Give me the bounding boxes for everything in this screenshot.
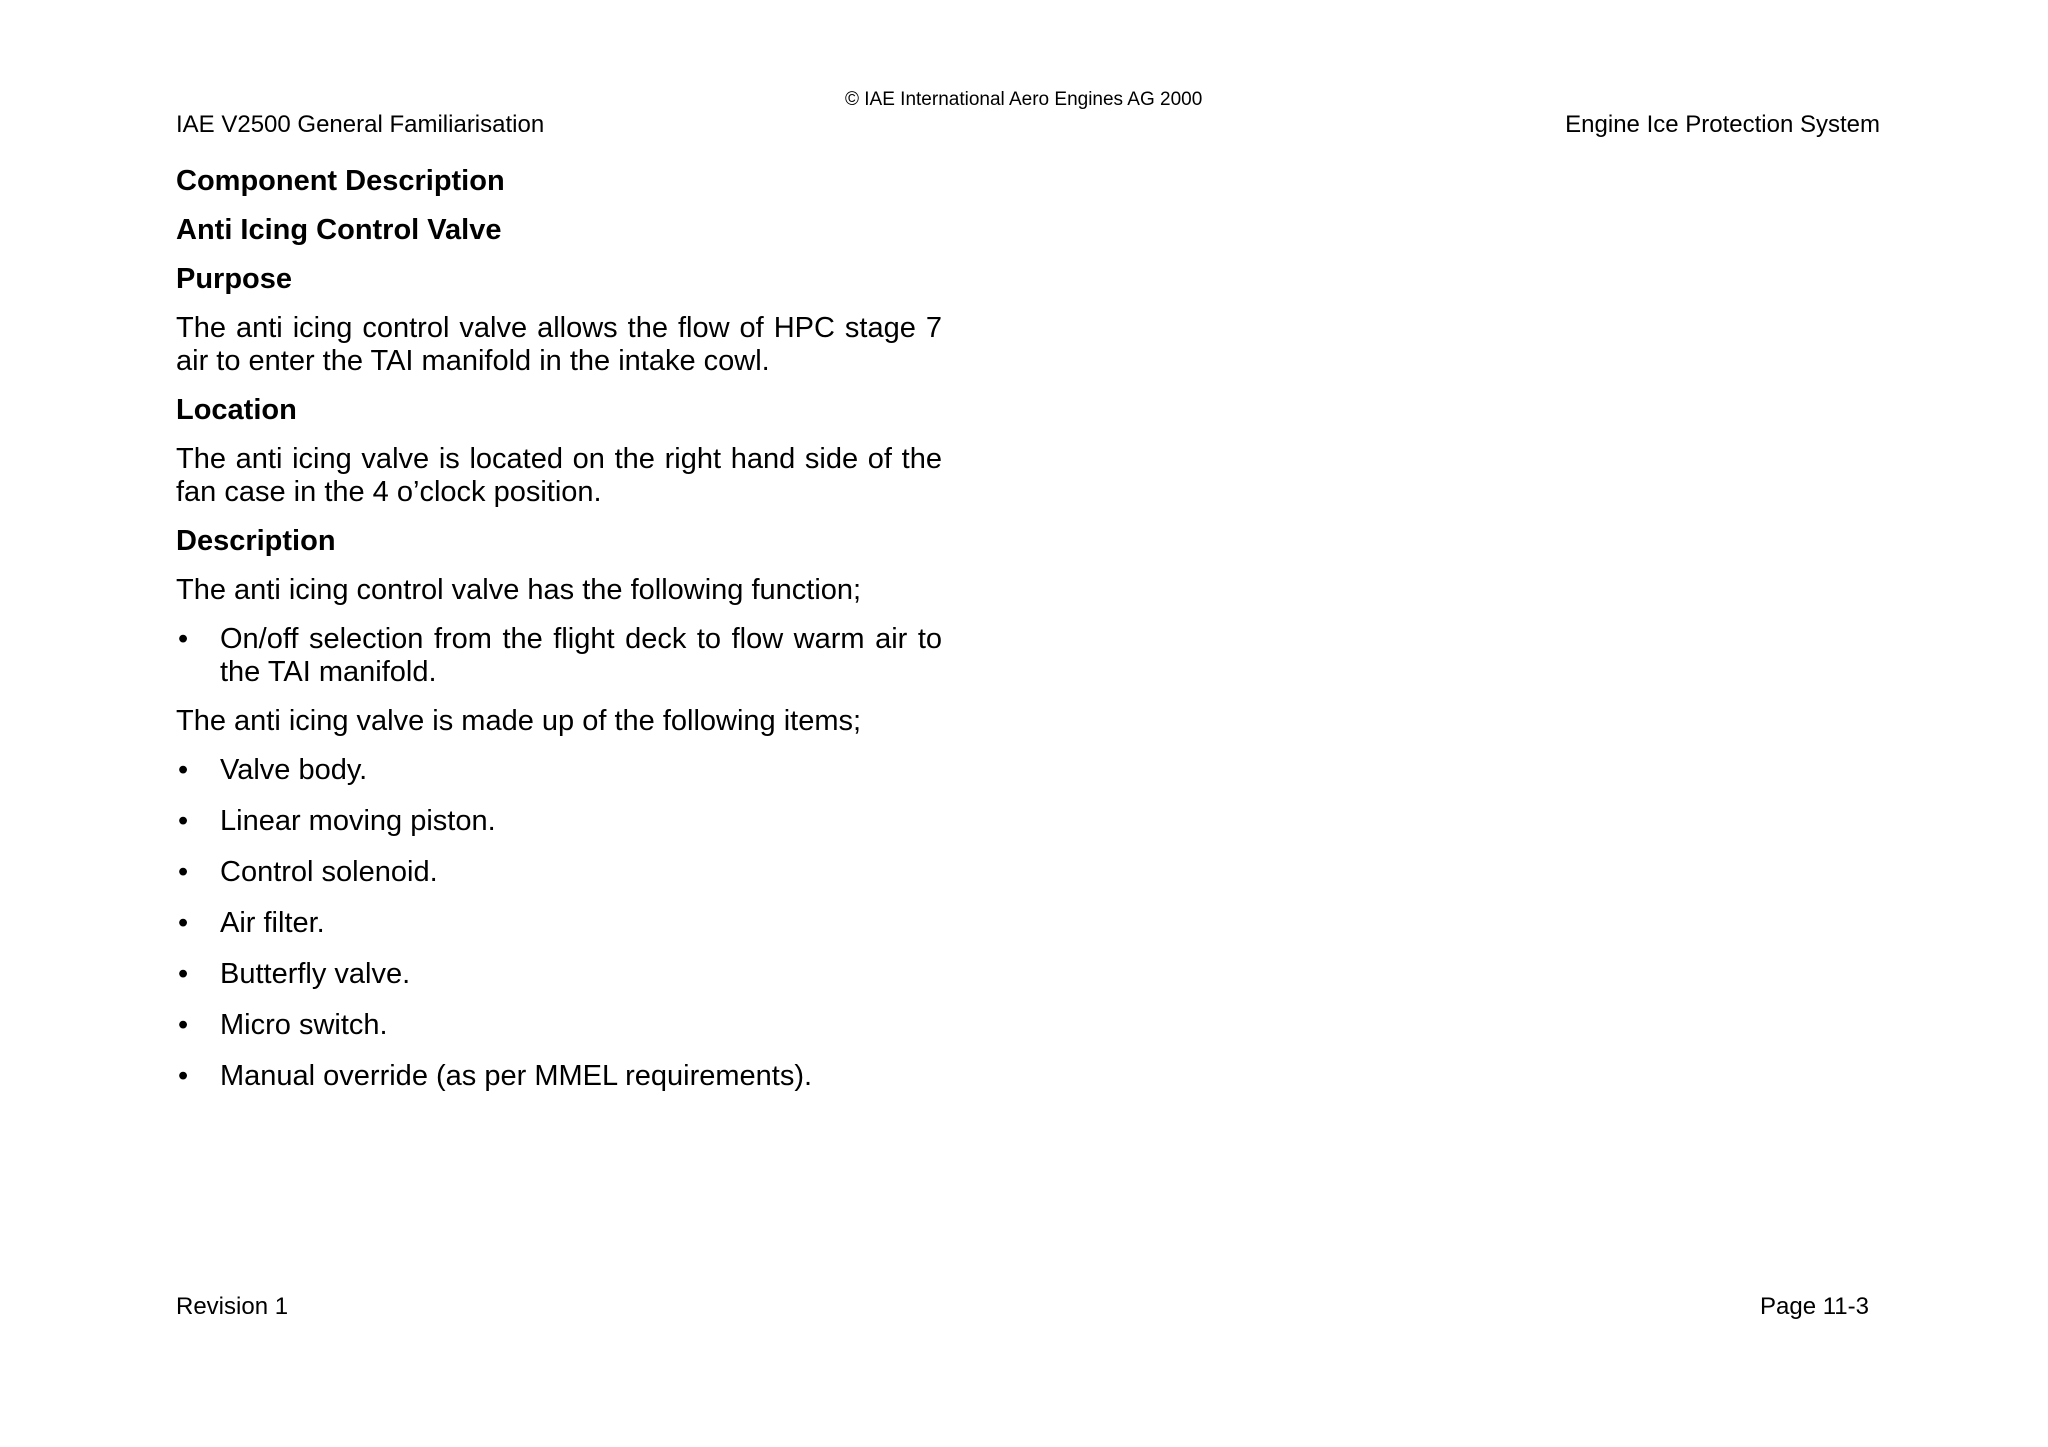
item-text: Linear moving piston. <box>220 805 496 837</box>
copyright-notice: © IAE International Aero Engines AG 2000 <box>845 89 1203 110</box>
description-intro: The anti icing control valve has the following function; <box>176 574 862 606</box>
bullet-icon: • <box>178 754 189 786</box>
description-heading: Description <box>176 525 336 557</box>
items-intro: The anti icing valve is made up of the following items; <box>176 705 862 737</box>
items-list-item <box>176 1060 942 1093</box>
bullet-icon: • <box>178 907 189 939</box>
component-heading: Anti Icing Control Valve <box>176 214 502 246</box>
purpose-paragraph: The anti icing control valve allows the flow of HPC stage 7 air to enter the TAI manifold in the intake cowl. <box>176 312 942 377</box>
function-list <box>176 623 942 689</box>
items-list-item <box>176 856 942 889</box>
function-text: On/off selection from the flight deck to flow warm air to the TAI manifold. <box>220 623 942 688</box>
items-list <box>176 754 942 1093</box>
bullet-icon: • <box>178 805 189 837</box>
location-paragraph: The anti icing valve is located on the right hand side of the fan case in the 4 o’clock position. <box>176 443 942 508</box>
document-title: IAE V2500 General Familiarisation <box>176 111 545 138</box>
revision-label: Revision 1 <box>176 1293 289 1320</box>
bullet-icon: • <box>178 1009 189 1041</box>
location-heading: Location <box>176 394 297 426</box>
item-text: Control solenoid. <box>220 856 438 888</box>
bullet-icon: • <box>178 958 189 990</box>
items-list-item <box>176 958 942 991</box>
function-list-item <box>176 623 942 689</box>
item-text: Valve body. <box>220 754 368 786</box>
chapter-title: Engine Ice Protection System <box>1565 111 1880 138</box>
page-number: Page 11-3 <box>1760 1293 1869 1320</box>
item-text: Butterfly valve. <box>220 958 411 990</box>
items-list-item <box>176 805 942 838</box>
item-text: Manual override (as per MMEL requirements). <box>220 1060 813 1092</box>
bullet-icon: • <box>178 623 189 655</box>
bullet-icon: • <box>178 856 189 888</box>
bullet-icon: • <box>178 1060 189 1092</box>
item-text: Micro switch. <box>220 1009 388 1041</box>
purpose-heading: Purpose <box>176 263 293 295</box>
section-heading: Component Description <box>176 165 505 197</box>
page-content <box>176 165 942 1111</box>
items-list-item <box>176 1009 942 1042</box>
items-list-item <box>176 754 942 787</box>
items-list-item <box>176 907 942 940</box>
item-text: Air filter. <box>220 907 325 939</box>
